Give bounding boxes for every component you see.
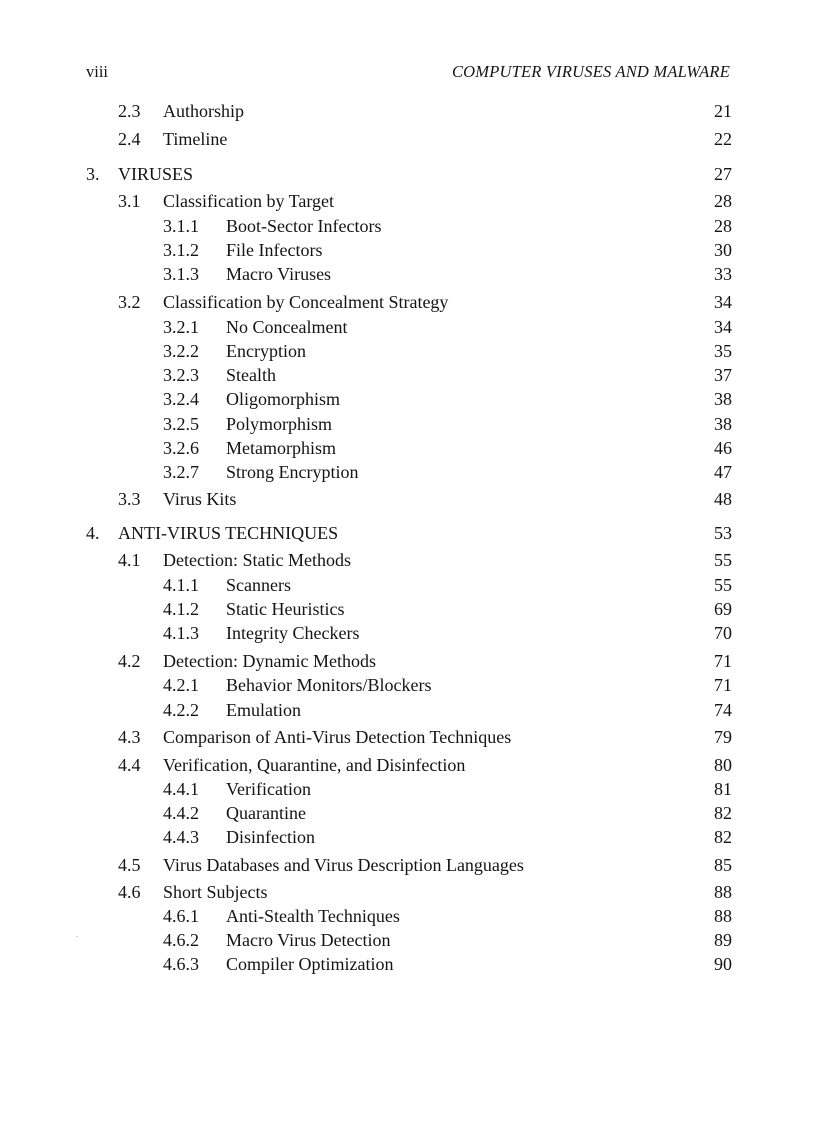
page-number: 35 <box>714 341 732 361</box>
subsection-number: 4.4.3 <box>163 827 199 847</box>
toc-subentry <box>0 214 816 238</box>
page-number: 82 <box>714 827 732 847</box>
toc-subentry <box>0 621 816 645</box>
subsection-title: Behavior Monitors/Blockers <box>226 675 432 695</box>
toc-entry <box>0 725 816 749</box>
subsection-title: Quarantine <box>226 803 306 823</box>
toc-subentry <box>0 952 816 976</box>
toc-entry <box>0 127 816 151</box>
page-folio: viii <box>86 62 109 81</box>
subsection-number: 4.2.2 <box>163 700 199 720</box>
page-number: 28 <box>714 191 732 211</box>
section-title: Classification by Target <box>163 191 335 211</box>
toc-entry <box>0 853 816 877</box>
subsection-title: Emulation <box>226 700 301 720</box>
section-number: 4.4 <box>118 755 141 775</box>
section-number: 4.2 <box>118 651 141 671</box>
toc-chapter-entry <box>0 162 816 186</box>
toc-entry <box>0 487 816 511</box>
subsection-number: 3.1.2 <box>163 240 199 260</box>
chapter-title: ANTI-VIRUS TECHNIQUES <box>118 523 339 543</box>
page-number: 28 <box>714 216 732 236</box>
subsection-title: Strong Encryption <box>226 462 359 482</box>
section-number: 4.6 <box>118 882 141 902</box>
subsection-title: Oligomorphism <box>226 389 341 409</box>
page-number: 48 <box>714 489 732 509</box>
chapter-number: 4. <box>86 523 100 543</box>
section-title: Virus Kits <box>163 489 237 509</box>
subsection-number: 4.6.2 <box>163 930 199 950</box>
subsection-title: Verification <box>226 779 311 799</box>
subsection-title: Disinfection <box>226 827 315 847</box>
subsection-number: 3.2.7 <box>163 462 199 482</box>
subsection-number: 3.2.3 <box>163 365 199 385</box>
subsection-number: 4.2.1 <box>163 675 199 695</box>
page-number: 27 <box>714 164 732 184</box>
subsection-title: Metamorphism <box>226 438 336 458</box>
subsection-title: Encryption <box>226 341 306 361</box>
page-number: 74 <box>714 700 732 720</box>
toc-subentry <box>0 363 816 387</box>
page-number: 90 <box>714 954 732 974</box>
page-number: 70 <box>714 623 732 643</box>
toc-subentry <box>0 928 816 952</box>
page-number: 81 <box>714 779 732 799</box>
toc-subentry <box>0 339 816 363</box>
subsection-number: 4.1.3 <box>163 623 199 643</box>
toc-subentry <box>0 801 816 825</box>
section-title: Comparison of Anti-Virus Detection Techniques <box>163 727 512 747</box>
page-number: 88 <box>714 906 732 926</box>
page-number: 71 <box>714 675 732 695</box>
chapter-number: 3. <box>86 164 100 184</box>
page-number: 80 <box>714 755 732 775</box>
subsection-number: 3.1.3 <box>163 264 199 284</box>
section-number: 3.2 <box>118 292 141 312</box>
subsection-number: 3.2.4 <box>163 389 199 409</box>
subsection-number: 3.2.6 <box>163 438 199 458</box>
toc-subentry <box>0 698 816 722</box>
toc-chapter-entry <box>0 521 816 545</box>
page-number: 82 <box>714 803 732 823</box>
toc-subentry <box>0 315 816 339</box>
page-number: 55 <box>714 575 732 595</box>
subsection-number: 4.4.2 <box>163 803 199 823</box>
page-number: 47 <box>714 462 732 482</box>
toc-entry <box>0 753 816 777</box>
toc-entry <box>0 290 816 314</box>
subsection-number: 4.4.1 <box>163 779 199 799</box>
toc-entry <box>0 649 816 673</box>
subsection-title: Scanners <box>226 575 291 595</box>
subsection-title: Integrity Checkers <box>226 623 360 643</box>
page-number: 69 <box>714 599 732 619</box>
toc-subentry <box>0 460 816 484</box>
page-number: 34 <box>714 317 732 337</box>
toc-subentry <box>0 777 816 801</box>
section-title: Detection: Dynamic Methods <box>163 651 376 671</box>
subsection-title: Stealth <box>226 365 276 385</box>
subsection-number: 3.2.5 <box>163 414 199 434</box>
section-title: Classification by Concealment Strategy <box>163 292 449 312</box>
page-number: 34 <box>714 292 732 312</box>
toc-subentry <box>0 904 816 928</box>
page-number: 71 <box>714 651 732 671</box>
section-title: Authorship <box>163 101 244 121</box>
section-title: Virus Databases and Virus Description Languages <box>163 855 524 875</box>
toc-subentry <box>0 387 816 411</box>
section-number: 3.3 <box>118 489 141 509</box>
subsection-number: 4.6.3 <box>163 954 199 974</box>
toc-entry <box>0 880 816 904</box>
page-number: 88 <box>714 882 732 902</box>
subsection-title: Macro Virus Detection <box>226 930 391 950</box>
subsection-title: Boot-Sector Infectors <box>226 216 382 236</box>
toc-entry <box>0 99 816 123</box>
running-title: COMPUTER VIRUSES AND MALWARE <box>451 62 730 81</box>
section-number: 4.3 <box>118 727 141 747</box>
section-title: Detection: Static Methods <box>163 550 351 570</box>
scan-speck <box>76 936 78 937</box>
page-number: 89 <box>714 930 732 950</box>
section-number: 4.1 <box>118 550 141 570</box>
section-number: 2.4 <box>118 129 141 149</box>
page-number: 38 <box>714 414 732 434</box>
page-number: 38 <box>714 389 732 409</box>
page-number: 30 <box>714 240 732 260</box>
toc-subentry <box>0 262 816 286</box>
page-number: 55 <box>714 550 732 570</box>
subsection-number: 3.2.2 <box>163 341 199 361</box>
subsection-title: Anti-Stealth Techniques <box>226 906 400 926</box>
toc-subentry <box>0 436 816 460</box>
section-title: Timeline <box>163 129 228 149</box>
subsection-title: Polymorphism <box>226 414 333 434</box>
subsection-number: 3.2.1 <box>163 317 199 337</box>
section-title: Short Subjects <box>163 882 268 902</box>
toc-subentry <box>0 597 816 621</box>
toc-entry <box>0 189 816 213</box>
subsection-number: 4.1.2 <box>163 599 199 619</box>
subsection-title: Macro Viruses <box>226 264 332 284</box>
subsection-title: Compiler Optimization <box>226 954 394 974</box>
subsection-number: 4.6.1 <box>163 906 199 926</box>
page-number: 85 <box>714 855 732 875</box>
page-number: 22 <box>714 129 732 149</box>
page-number: 79 <box>714 727 732 747</box>
page-number: 33 <box>714 264 732 284</box>
toc-subentry <box>0 825 816 849</box>
subsection-title: Static Heuristics <box>226 599 345 619</box>
toc-subentry <box>0 238 816 262</box>
toc-subentry <box>0 412 816 436</box>
section-number: 3.1 <box>118 191 141 211</box>
toc-entry <box>0 548 816 572</box>
section-number: 4.5 <box>118 855 141 875</box>
toc-subentry <box>0 573 816 597</box>
page-number: 53 <box>714 523 732 543</box>
chapter-title: VIRUSES <box>118 164 194 184</box>
page-number: 37 <box>714 365 732 385</box>
subsection-title: No Concealment <box>226 317 348 337</box>
page-number: 46 <box>714 438 732 458</box>
toc-subentry <box>0 673 816 697</box>
page-number: 21 <box>714 101 732 121</box>
subsection-title: File Infectors <box>226 240 323 260</box>
section-title: Verification, Quarantine, and Disinfection <box>163 755 466 775</box>
section-number: 2.3 <box>118 101 141 121</box>
subsection-number: 4.1.1 <box>163 575 199 595</box>
subsection-number: 3.1.1 <box>163 216 199 236</box>
